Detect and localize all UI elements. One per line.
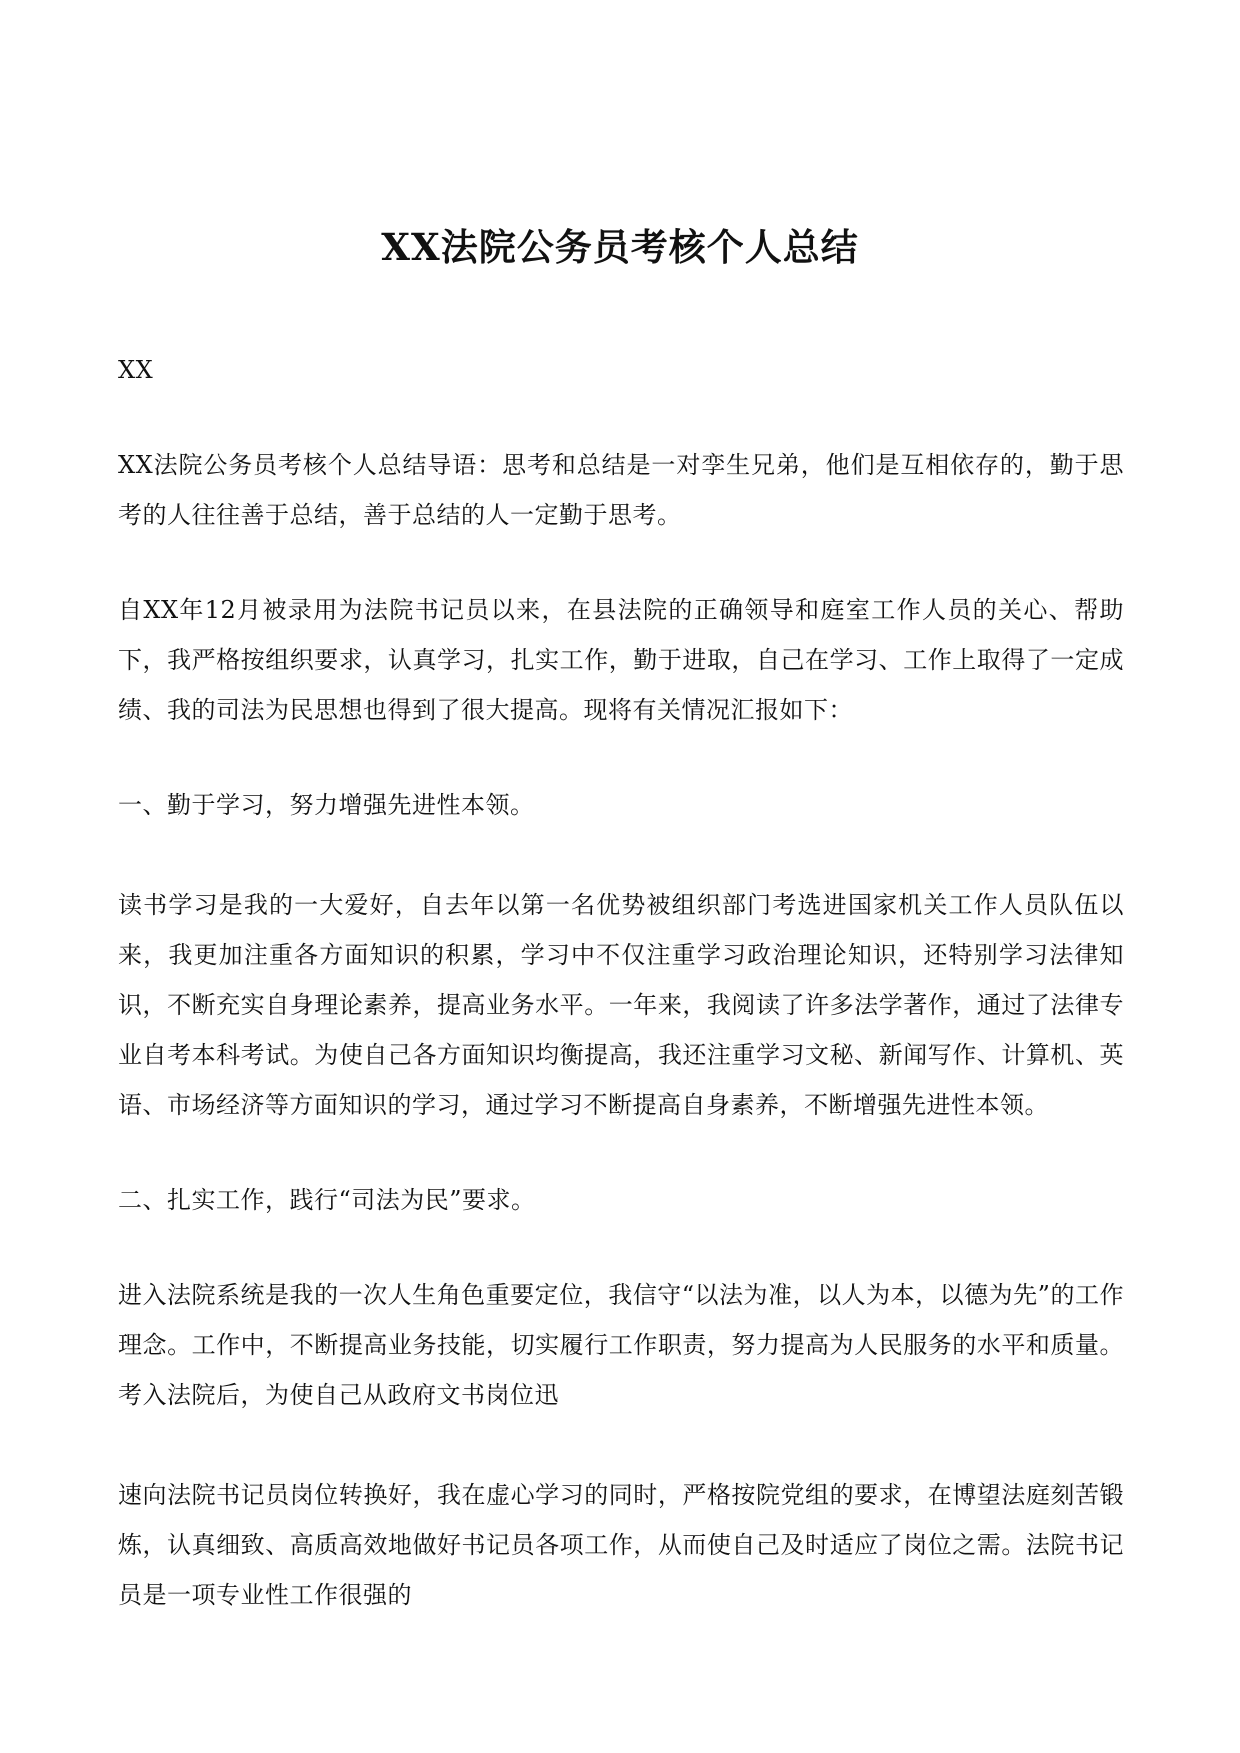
paragraph-study: 读书学习是我的一大爱好，自去年以第一名优势被组织部门考选进国家机关工作人员队伍以来，我更加注重各方面知识的积累，学习中不仅注重学习政治理论知识，还特别学习法律知识，不断充实自身理论素养，提高业务水平。一年来，我阅读了许多法学著作，通过了法律专业自考本科考试。为使自己各方面知识均衡提高，我还注重学习文秘、新闻写作、计算机、英语、市场经济等方面知识的学习，通过学习不断提高自身素养，不断增强先进性本领。 xyxy=(118,891,1124,1119)
paragraph-work: 进入法院系统是我的一次人生角色重要定位，我信守“以法为准，以人为本，以德为先”的工作理念。工作中，不断提高业务技能，切实履行工作职责，努力提高为人民服务的水平和质量。考入法院后，为使自己从政府文书岗位迅 xyxy=(118,1281,1124,1409)
section-heading-1: 一、勤于学习，努力增强先进性本领。 xyxy=(118,791,535,819)
paragraph-transition: 速向法院书记员岗位转换好，我在虚心学习的同时，严格按院党组的要求，在博望法庭刻苦锻炼，认真细致、高质高效地做好书记员各项工作，从而使自己及时适应了岗位之需。法院书记员是一项专业性工作很强的 xyxy=(118,1481,1124,1609)
document-title: XX法院公务员考核个人总结 xyxy=(381,225,859,269)
section-heading-2: 二、扎实工作，践行“司法为民”要求。 xyxy=(118,1186,536,1214)
paragraph-intro: XX法院公务员考核个人总结导语：思考和总结是一对孪生兄弟，他们是互相依存的，勤于思考的人往往善于总结，善于总结的人一定勤于思考。 xyxy=(118,451,1124,529)
document-author: XX xyxy=(118,356,154,384)
paragraph-background: 自XX年12月被录用为法院书记员以来，在县法院的正确领导和庭室工作人员的关心、帮助下，我严格按组织要求，认真学习，扎实工作，勤于进取，自己在学习、工作上取得了一定成绩、我的司法为民思想也得到了很大提高。现将有关情况汇报如下： xyxy=(118,596,1124,724)
